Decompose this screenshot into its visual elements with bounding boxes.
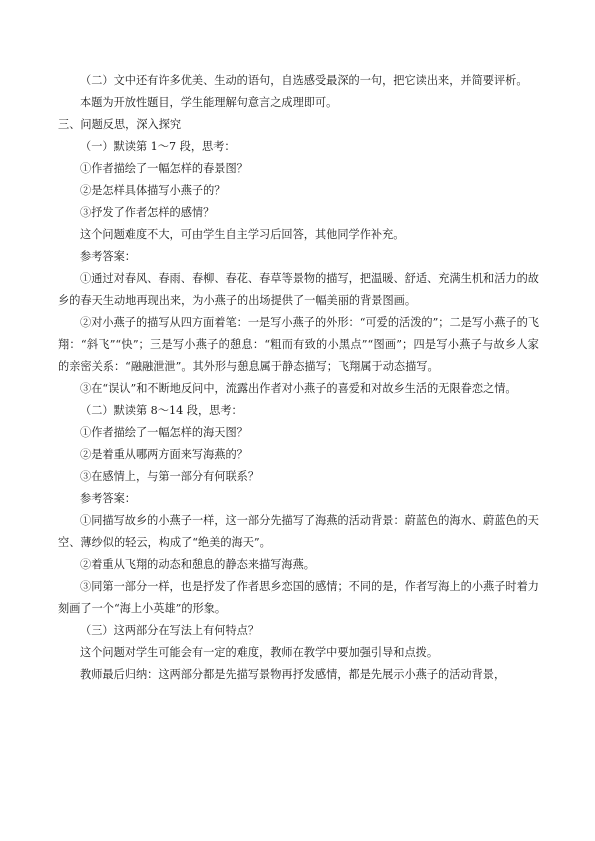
question-item: ①作者描绘了一幅怎样的春景图？ <box>80 162 248 175</box>
paragraph: 本题为开放性题目，学生能理解句意言之成理即可。 <box>80 96 338 109</box>
answer-item: ②对小燕子的描写从四方面着笔：一是写小燕子的外形：“可爱的活泼的”；二是写小燕子的飞翔：“斜飞”“快”；三是写小燕子的憩息：“粗而有致的小黑点”“图画”；四是写小燕子与故乡人家的亲密关系：“融融泄泄”。其外形与憩息属于静态描写；飞翔属于动态描写。 <box>58 316 539 373</box>
subsection-heading: （二）默读第 8～14 段，思考： <box>80 404 243 417</box>
paragraph: 这个问题难度不大，可由学生自主学习后回答，其他同学作补充。 <box>80 228 405 241</box>
section-heading: 三、问题反思，深入探究 <box>58 118 182 131</box>
paragraph: （二）文中还有许多优美、生动的语句，自选感受最深的一句，把它读出来，并简要评析。 <box>80 74 528 87</box>
question-item: ②是怎样具体描写小燕子的？ <box>80 184 226 197</box>
question-item: ②是着重从哪两方面来写海燕的？ <box>80 448 248 461</box>
paragraph: 教师最后归纳：这两部分都是先描写景物再抒发感情，都是先展示小燕子的活动背景， <box>80 668 506 681</box>
answer-label: 参考答案： <box>80 492 136 505</box>
answer-item: ③同第一部分一样，也是抒发了作者思乡恋国的感情；不同的是，作者写海上的小燕子时着力刻画了一个“海上小英雄”的形象。 <box>58 580 539 615</box>
answer-item: ③在“误认”和不断地反问中，流露出作者对小燕子的喜爱和对故乡生活的无限眷恋之情。 <box>80 382 517 395</box>
answer-label: 参考答案： <box>80 250 136 263</box>
answer-item: ①通过对春风、春雨、春柳、春花、春草等景物的描写，把温暖、舒适、充满生机和活力的故乡的春天生动地再现出来，为小燕子的出场提供了一幅美丽的背景图画。 <box>58 272 539 307</box>
document-page <box>58 70 539 686</box>
question-item: ③抒发了作者怎样的感情？ <box>80 206 215 219</box>
answer-item: ②着重从飞翔的动态和憩息的静态来描写海燕。 <box>80 558 315 571</box>
paragraph: 这个问题对学生可能会有一定的难度，教师在教学中要加强引导和点拨。 <box>80 646 439 659</box>
subsection-heading: （一）默读第 1～7 段，思考： <box>80 140 236 153</box>
question-item: ③在感情上，与第一部分有何联系？ <box>80 470 260 483</box>
answer-item: ①同描写故乡的小燕子一样，这一部分先描写了海燕的活动背景：蔚蓝色的海水、蔚蓝色的天空、薄纱似的轻云，构成了“绝美的海天”。 <box>58 514 539 549</box>
question-item: ①作者描绘了一幅怎样的海天图？ <box>80 426 248 439</box>
subsection-heading: （三）这两部分在写法上有何特点？ <box>80 624 260 637</box>
